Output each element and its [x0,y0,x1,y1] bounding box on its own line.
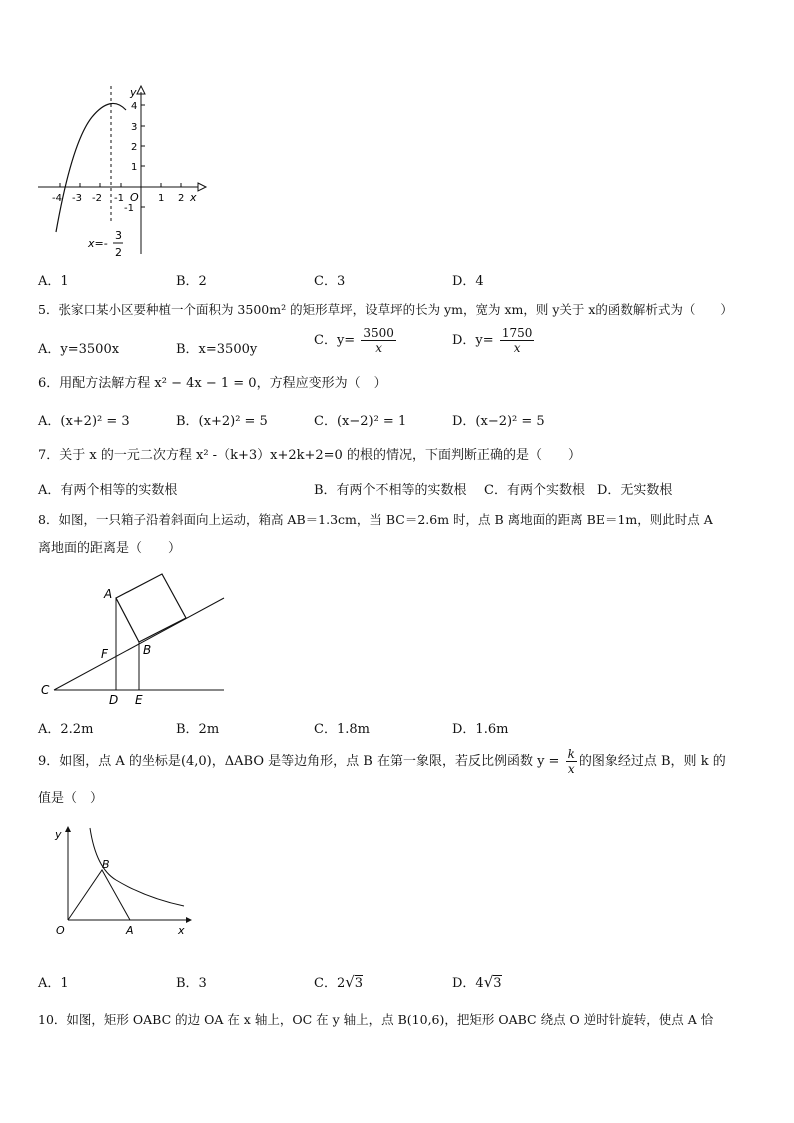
y-tick: 2 [131,142,138,153]
q7-option-c[interactable]: C．有两个实数根 [484,483,585,498]
q8-option-c[interactable]: C．1.8m [314,722,370,737]
q8-option-d[interactable]: D．1.6m [452,722,509,737]
q5-option-d-prefix: D．y= [452,333,494,348]
q9-question-line1 [38,744,726,780]
q6-option-c[interactable]: C．(x−2)² = 1 [314,414,407,429]
fraction-denominator: x [513,341,521,355]
origin-label: O [56,924,65,937]
symmetry-frac-num: 3 [115,229,122,242]
inverse-function-figure [50,824,200,940]
q5-question: 5．张家口某小区要种植一个面积为 3500m² 的矩形草坪，设草坪的长为 ym，宽为 xm，则 y关于 x的函数解析式为（ ） [38,302,733,317]
q8-option-b[interactable]: B．2m [176,722,220,737]
fraction-numerator: 3500 [363,326,394,340]
q10-question: 10．如图，矩形 OABC 的边 OA 在 x 轴上，OC 在 y 轴上，点 B(10,6)，把矩形 OABC 绕点 O 逆时针旋转，使点 A 恰 [38,1012,714,1027]
q9-option-b[interactable]: B．3 [176,976,207,991]
q9-text-mid: ，ΔABO 是等边角形，点 B 在第一象限，若反比例函数 y = [211,754,560,769]
symmetry-frac-den: 2 [115,246,122,259]
q7-option-d[interactable]: D．无实数根 [597,483,673,498]
y-axis-label: y [55,828,62,841]
point-f-label: F [101,647,108,661]
incline-box-figure [36,566,236,712]
y-tick: 3 [131,122,138,133]
q4-option-a[interactable]: A．1 [38,274,69,289]
point-e-label: E [135,693,143,707]
origin-label: O [130,191,139,204]
point-c-label: C [41,683,50,697]
q5-option-c[interactable] [314,326,398,355]
q5-option-d[interactable] [452,326,536,355]
y-tick: -1 [124,203,134,214]
fraction-denominator: x [375,341,382,355]
q5-option-c-prefix: C．y= [314,333,356,348]
x-axis-label: x [178,924,185,937]
point-a-label: A [126,924,134,937]
q9-option-c[interactable] [314,972,363,991]
point-d-label: D [109,693,119,707]
fraction-numerator: k [567,747,575,761]
y-axis-label: y [130,86,137,99]
y-tick: 4 [131,101,138,112]
radical-icon: √ [483,973,494,991]
radicand: 3 [354,976,364,991]
x-tick: -2 [92,193,102,204]
q8-question-line2: 离地面的距离是（ ） [38,541,182,556]
q9-fraction [566,747,577,776]
x-axis-label: x [190,191,197,204]
q7-question: 7．关于 x 的一元二次方程 x² -（k+3）x+2k+2=0 的根的情况，下面判断正确的是（ ） [38,448,581,463]
q9-option-a[interactable]: A．1 [38,976,69,991]
q8-question-line1: 8．如图，一只箱子沿着斜面向上运动，箱高 AB＝1.3cm，当 BC＝2.6m 时，点 B 离地面的距离 BE＝1m，则此时点 A [38,512,713,527]
point-b-label: B [143,643,152,657]
q9-option-d-prefix: D．4 [452,976,484,991]
fraction-denominator: x [567,762,575,776]
q4-option-b[interactable]: B．2 [176,274,207,289]
point-a-label: A [104,587,113,601]
q8-option-a[interactable]: A．2.2m [38,722,94,737]
radical-icon: √ [345,973,355,991]
x-tick: 1 [158,193,165,204]
q5-option-c-fraction [361,326,396,355]
q9-option-c-prefix: C．2 [314,976,346,991]
x-tick: -3 [72,193,82,204]
y-tick: 1 [131,162,138,173]
q9-text-post: 的图象经过点 B，则 k 的 [578,754,726,769]
q5-option-a[interactable]: A．y=3500x [38,342,120,357]
radicand: 3 [493,976,502,991]
q9-question-line2: 值是（ ） [38,791,104,806]
symmetry-axis-label: x=- [88,237,108,250]
q7-option-a[interactable]: A．有两个相等的实数根 [38,483,178,498]
q5-option-b[interactable]: B．x=3500y [176,342,258,357]
q7-option-b[interactable]: B．有两个不相等的实数根 [314,483,467,498]
q4-option-c[interactable]: C．3 [314,274,346,289]
q9-text-pre: 9．如图，点 A 的坐标是 [38,754,181,769]
point-b-label: B [102,858,110,871]
q6-option-d[interactable]: D．(x−2)² = 5 [452,414,545,429]
q9-option-d[interactable] [452,972,502,991]
q4-option-d[interactable]: D．4 [452,274,484,289]
fraction-numerator: 1750 [501,326,533,340]
q5-option-d-fraction [500,326,535,355]
x-tick: -4 [52,193,62,204]
q6-option-a[interactable]: A．(x+2)² = 3 [38,414,130,429]
q6-question: 6．用配方法解方程 x² − 4x − 1 = 0，方程应变形为（ ） [38,376,387,391]
x-tick: 2 [178,193,185,204]
parabola-figure [30,82,210,262]
x-tick: -1 [114,193,124,204]
q6-option-b[interactable]: B．(x+2)² = 5 [176,414,268,429]
q9-coord: (4,0) [180,754,212,769]
